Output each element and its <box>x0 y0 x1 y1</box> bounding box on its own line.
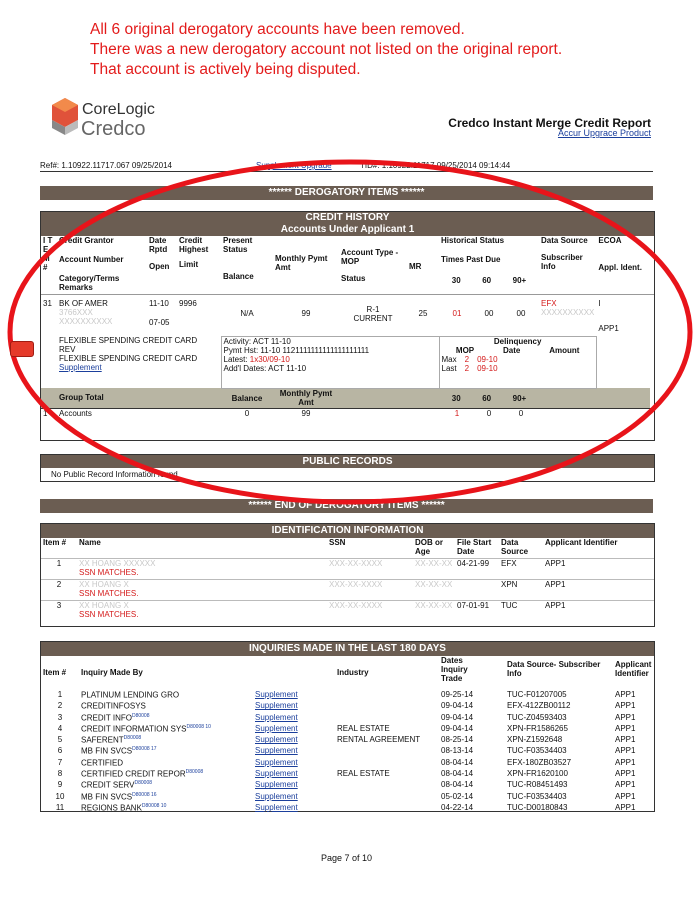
inquiry-supplement-link[interactable]: Supplement <box>255 780 298 790</box>
inquiry-supplement-link[interactable]: Supplement <box>255 769 298 779</box>
tid-number: TID#: 1.10922.11717 09/25/2014 09:14:44 <box>360 161 511 170</box>
credit-history-title: CREDIT HISTORY <box>41 212 654 224</box>
account-detail-row: FLEXIBLE SPENDING CREDIT CARD REV FLEXIBLE SPENDING CREDIT CARD Supplement Activity: ACT 11-10 Pymt Hst: 11-10 1121111111111111111111 Latest: 1x30/09-10 Add'l Dates: ACT 11-10 Delinquency MOP Date Amount Max 2 09-10 Last 2 09-10 <box>41 336 654 388</box>
col-mr: MR <box>409 262 422 271</box>
page-number: Page 7 of 10 <box>320 853 373 863</box>
inquiry-row: 2 CREDITINFOSYS Supplement 09-04-14 EFX-412ZB00112 APP1 <box>57 701 636 711</box>
credit-history-table <box>41 236 654 418</box>
inquiry-row: 5 $SAFERENT^{D80008}$ Supplement RENTAL AGREEMENT 08-25-14 XPN-Z1592648 APP1 <box>57 735 636 745</box>
inquiry-row: 11 REGIONS $BANK^{D80008 10}$ Supplement 04-22-14 TUC-D00180843 APP1 <box>55 802 636 813</box>
comment-bubble-icon[interactable] <box>10 341 34 357</box>
col-balance: Present Status Balance <box>223 236 254 281</box>
report-subtitle[interactable]: Accur Upgrace Product <box>557 128 651 138</box>
col-source: Data Source Subscriber Info <box>541 236 588 271</box>
accounts-total-row: 1 Accounts 0 99 1 0 0 <box>41 408 654 418</box>
id-row: 3 XX HOANG X SSN MATCHES. XXX-XX-XXXX XX-XX-XX 07-01-91 TUC APP1 <box>41 600 654 621</box>
col-monthly: Monthly Pymt Amt <box>275 254 328 272</box>
inquiries-title: INQUIRIES MADE IN THE LAST 180 DAYS <box>41 642 654 656</box>
logo-line-2: Credco <box>81 118 146 140</box>
logo-line-1: CoreLogic <box>82 101 155 118</box>
group-total-row: Group Total Balance Monthly Pymt Amt 30 60 90+ <box>41 388 654 408</box>
id-row: 2 XX HOANG X SSN MATCHES. XXX-XX-XXXX XX-XX-XX XPN APP1 <box>41 579 654 600</box>
credit-history-box <box>40 211 655 441</box>
note-line-2: There was a new derogatory account not listed on the original report. <box>90 41 563 58</box>
col-credit: Credit Highest Limit <box>179 236 209 269</box>
col-ecoa: ECOA Appl. Ident. <box>598 236 642 272</box>
inquiry-supplement-link[interactable]: Supplement <box>255 723 298 733</box>
inquiry-supplement-link[interactable]: Supplement <box>255 802 298 812</box>
inquiry-row: 8 CERTIFIED CREDIT $REPOR^{D80008}$ Supplement REAL ESTATE 08-04-14 XPN-FR1620100 APP1 <box>57 769 636 779</box>
col-acct-type: Account Type - MOP Status <box>341 248 399 283</box>
inquiry-row: 9 CREDIT $SERV^{D80008}$ Supplement 08-04-14 TUC-R08451493 APP1 <box>57 780 636 791</box>
inquiry-row: 3 CREDIT $INFO^{D80008}$ Supplement 09-04-14 TUC-Z04593403 APP1 <box>57 712 636 723</box>
identification-table: Item # Name SSN DOB or Age File Start Date Data Source Applicant Identifier 1 XX HOANG XXXXXX SSN MATCHES. XXX-XX-XXXX XX-XX-XX 04-21-99 EFX APP1 2 XX HOANG X SSN MATCHES. XXX-XX-XXXX XX-XX-XX XPN APP1 3 XX HOANG X SSN MATCHES. XXX-XX-XXXX XX-XX-XX 07-01-91 TUC APP1 <box>41 538 654 621</box>
note-line-1: All 6 original derogatory accounts have been removed. <box>90 21 465 38</box>
inquiry-row: 4 CREDIT INFORMATION $SYS^{D80008 10}$ Supplement REAL ESTATE 09-04-14 XPN-FR1586265 APP1 <box>57 723 636 734</box>
public-records-title: PUBLIC RECORDS <box>41 455 654 468</box>
logo-hexagon-icon <box>50 96 80 136</box>
credit-history-subtitle: Accounts Under Applicant 1 <box>41 224 654 236</box>
supplement-upgrade-link[interactable]: Supplement Upgrade <box>256 161 332 170</box>
inquiry-supplement-link[interactable]: Supplement <box>255 712 298 722</box>
inquiry-supplement-link[interactable]: Supplement <box>255 690 298 699</box>
inquiry-supplement-link[interactable]: Supplement <box>255 701 298 711</box>
identification-title: IDENTIFICATION INFORMATION <box>41 524 654 538</box>
public-records-box <box>40 454 655 482</box>
col-date: Date Rptd Open <box>149 236 170 271</box>
derogatory-band: ****** DEROGATORY ITEMS ****** <box>40 186 653 200</box>
inquiry-supplement-link[interactable]: Supplement <box>255 757 298 767</box>
annotation-note <box>90 20 562 80</box>
col-historical: Historical Status Times Past Due 30 60 90+ <box>441 236 527 285</box>
reference-line <box>40 160 653 172</box>
inquiry-supplement-link[interactable]: Supplement <box>255 791 298 801</box>
account-row: 31 BK OF AMER 3766XXX XXXXXXXXXX 11-10 07-05 9996 N/A 99 R-1 CURRENT 25 01 00 00 EFX XXXXXXXXXX I APP1 <box>41 294 654 336</box>
id-row: 1 XX HOANG XXXXXX SSN MATCHES. XXX-XX-XXXX XX-XX-XX 04-21-99 EFX APP1 <box>41 558 654 579</box>
inquiries-box <box>40 641 655 812</box>
inquiry-row: 1 PLATINUM LENDING GRO Supplement 09-25-14 TUC-F01207005 APP1 <box>57 690 636 700</box>
inquiry-row: 6 MB FIN $SVCS^{D80008 17}$ Supplement 08-13-14 TUC-F03534403 APP1 <box>57 746 636 757</box>
inquiry-supplement-link[interactable]: Supplement <box>255 746 298 756</box>
inquiry-row: 7 CERTIFIED Supplement 08-04-14 EFX-180ZB03527 APP1 <box>57 757 636 768</box>
inquiry-supplement-link[interactable]: Supplement <box>255 735 298 745</box>
inquiry-row: 10 MB FIN $SVCS^{D80008 16}$ Supplement 05-02-14 TUC-F03534403 APP1 <box>55 791 636 802</box>
grantor-name: BK OF AMER <box>59 298 108 308</box>
note-line-3: That account is actively being disputed. <box>90 61 361 78</box>
identification-box <box>40 523 655 627</box>
col-grantor: Credit Grantor Account Number Category/Terms Remarks <box>59 236 124 292</box>
ref-number: Ref#: 1.10922.11717.067 09/25/2014 <box>40 161 172 170</box>
col-item: I T E M # <box>43 236 53 272</box>
end-derogatory-band: ****** END OF DEROGATORY ITEMS ****** <box>40 499 653 513</box>
inquiries-table: Item # Inquiry Made By Industry Dates Inquiry Trade Data Source- Subscriber Info Applicant Identifier 1 PLATINUM LENDING GRO Supplement 09-25-14 TUC-F01207005 APP1 2 CREDITINFOSYS Supplement 09-04-14 EFX-412ZB00112 APP1 3 CREDIT $INFO^{D80008}$ Supplement 09-04-14 TUC-Z04593403 APP1 4 CREDIT INFORMATION $SYS^{D80008 10}$ Supplement REAL ESTATE 09-04-14 XPN-FR1586265 APP1 5 $SAFERENT^{D80008}$ Supplement RENTAL AGREEMENT 08-25-14 XPN-Z1592648 APP1 6 MB FIN $SVCS^{D80008 17}$ Supplement 08-13-14 TUC-F03534403 APP1 7 CERTIFIED Supplement 08-04-14 EFX-180ZB03527 APP1 8 CERTIFIED CREDIT $REPOR^{D80008}$ Supplement REAL ESTATE 08-04-14 XPN-FR1620100 APP1 9 CREDIT $SERV^{D80008}$ Supplement 08-04-14 TUC-R08451493 APP1 10 MB FIN $SVCS^{D80008 16}$ Supplement 05-02-14 TUC-F03534403 APP1 11 REGIONS $BANK^{D80008 10}$ Supplement 04-22-14 TUC-D00180843 APP1 <box>41 656 654 814</box>
corelogic-logo <box>50 96 170 142</box>
report-title: Credco Instant Merge Credit Report <box>448 116 651 130</box>
account-supplement-link[interactable]: Supplement <box>59 363 102 372</box>
public-records-text: No Public Record Information found <box>51 470 178 479</box>
